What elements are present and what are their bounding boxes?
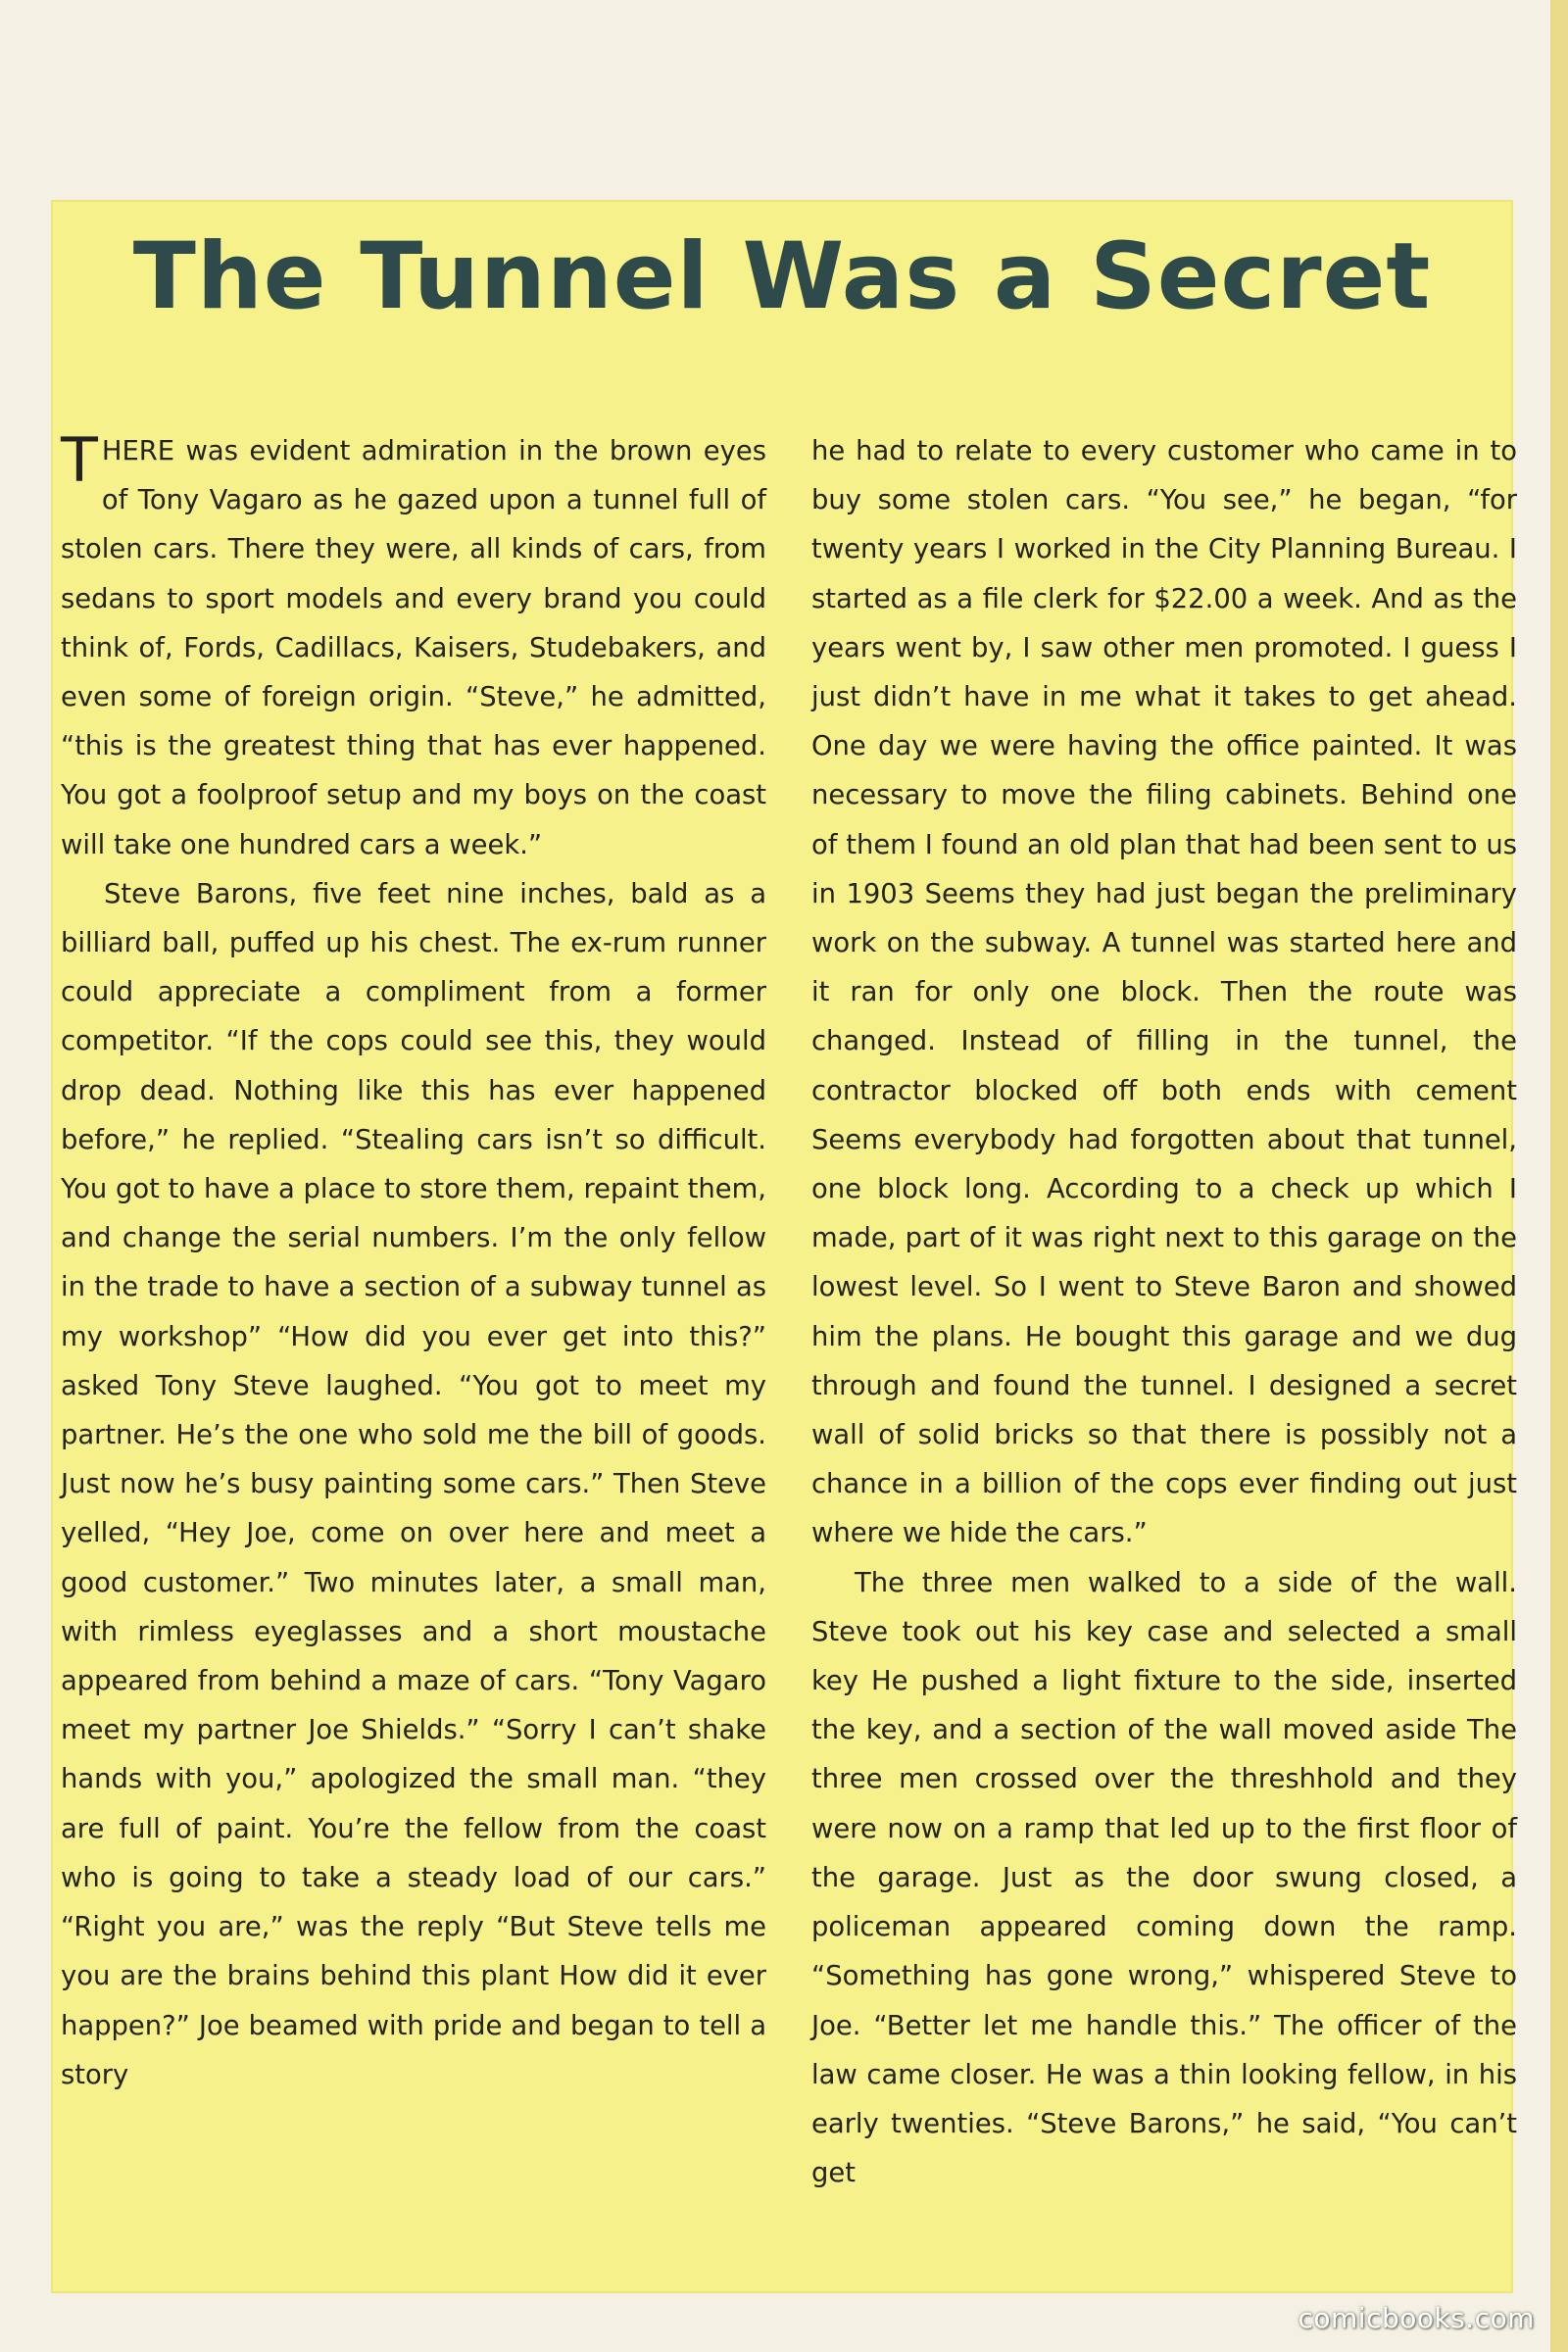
right-column (811, 427, 1517, 2198)
paragraph-text: HERE was evident admiration in the brown eyes of Tony Vagaro as he gazed upon a tunnel full of stolen cars. There they were, all kinds of cars, from sedans to sport models and every brand you could think of, Fords, Cadillacs, Kaisers, Studebakers, and even some of foreign origin. “Steve,” he admitted, “this is the greatest thing that has ever happened. You got a foolproof setup and my boys on the coast will take one hundred cars a week.” (61, 436, 766, 860)
story-title: The Tunnel Was a Secret (132, 223, 1432, 330)
paragraph (61, 424, 766, 870)
text-panel (51, 200, 1517, 2293)
drop-cap: T (61, 424, 98, 496)
paragraph: The three men walked to a side of the wall. Steve took out his key case and selected a small key He pushed a light fixture to the side, inserted the key, and a section of the wall moved aside The three men crossed over the threshhold and they were now on a ramp that led up to the first floor of the garage. Just as the door swung closed, a policeman appeared coming down the ramp. “Something has gone wrong,” whispered Steve to Joe. “Better let me handle this.” The officer of the law came closer. He was a thin looking fellow, in his early twenties. “Steve Barons,” he said, “You can’t get (811, 1567, 1517, 2189)
left-column (61, 424, 766, 2100)
site-watermark: comicbooks.com (1298, 2302, 1535, 2334)
page-edge (1550, 0, 1568, 2352)
paragraph: he had to relate to every customer who came in to buy some stolen cars. “You see,” he began, “for twenty years I worked in the City Planning Bureau. I started as a file clerk for $22.00 a week. And as the years went by, I saw other men promoted. I guess I just didn’t have in me what it takes to get ahead. One day we were having the office painted. It was necessary to move the filing cabinets. Behind one of them I found an old plan that had been sent to us in 1903 Seems they had just began the preliminary work on the subway. A tunnel was started here and it ran for only one block. Then the route was changed. Instead of filling in the tunnel, the contractor blocked off both ends with cement Seems everybody had forgotten about that tunnel, one block long. According to a check up which I made, part of it was right next to this garage on the lowest level. So I went to Steve Baron and showed him the plans. He bought this garage and we dug through and found the tunnel. I designed a secret wall of solid bricks so that there is possibly not a chance in a billion of the cops ever finding out just where we hide the cars.” (811, 436, 1517, 1549)
paragraph: Steve Barons, five feet nine inches, bald as a billiard ball, puffed up his chest. The ex-rum runner could appreciate a compliment from a former competitor. “If the cops could see this, they would drop dead. Nothing like this has ever happened before,” he replied. “Stealing cars isn’t so difficult. You got to have a place to store them, repaint them, and change the serial numbers. I’m the only fellow in the trade to have a section of a subway tunnel as my workshop” “How did you ever get into this?” asked Tony Steve laughed. “You got to meet my partner. He’s the one who sold me the bill of goods. Just now he’s busy painting some cars.” Then Steve yelled, “Hey Joe, come on over here and meet a good customer.” Two minutes later, a small man, with rimless eyeglasses and a short moustache appeared from behind a maze of cars. “Tony Vagaro meet my partner Joe Shields.” “Sorry I can’t shake hands with you,” apologized the small man. “they are full of paint. You’re the fellow from the coast who is going to take a steady load of our cars.” “Right you are,” was the reply “But Steve tells me you are the brains behind this plant How did it ever happen?” Joe beamed with pride and began to tell a story (61, 878, 766, 2090)
